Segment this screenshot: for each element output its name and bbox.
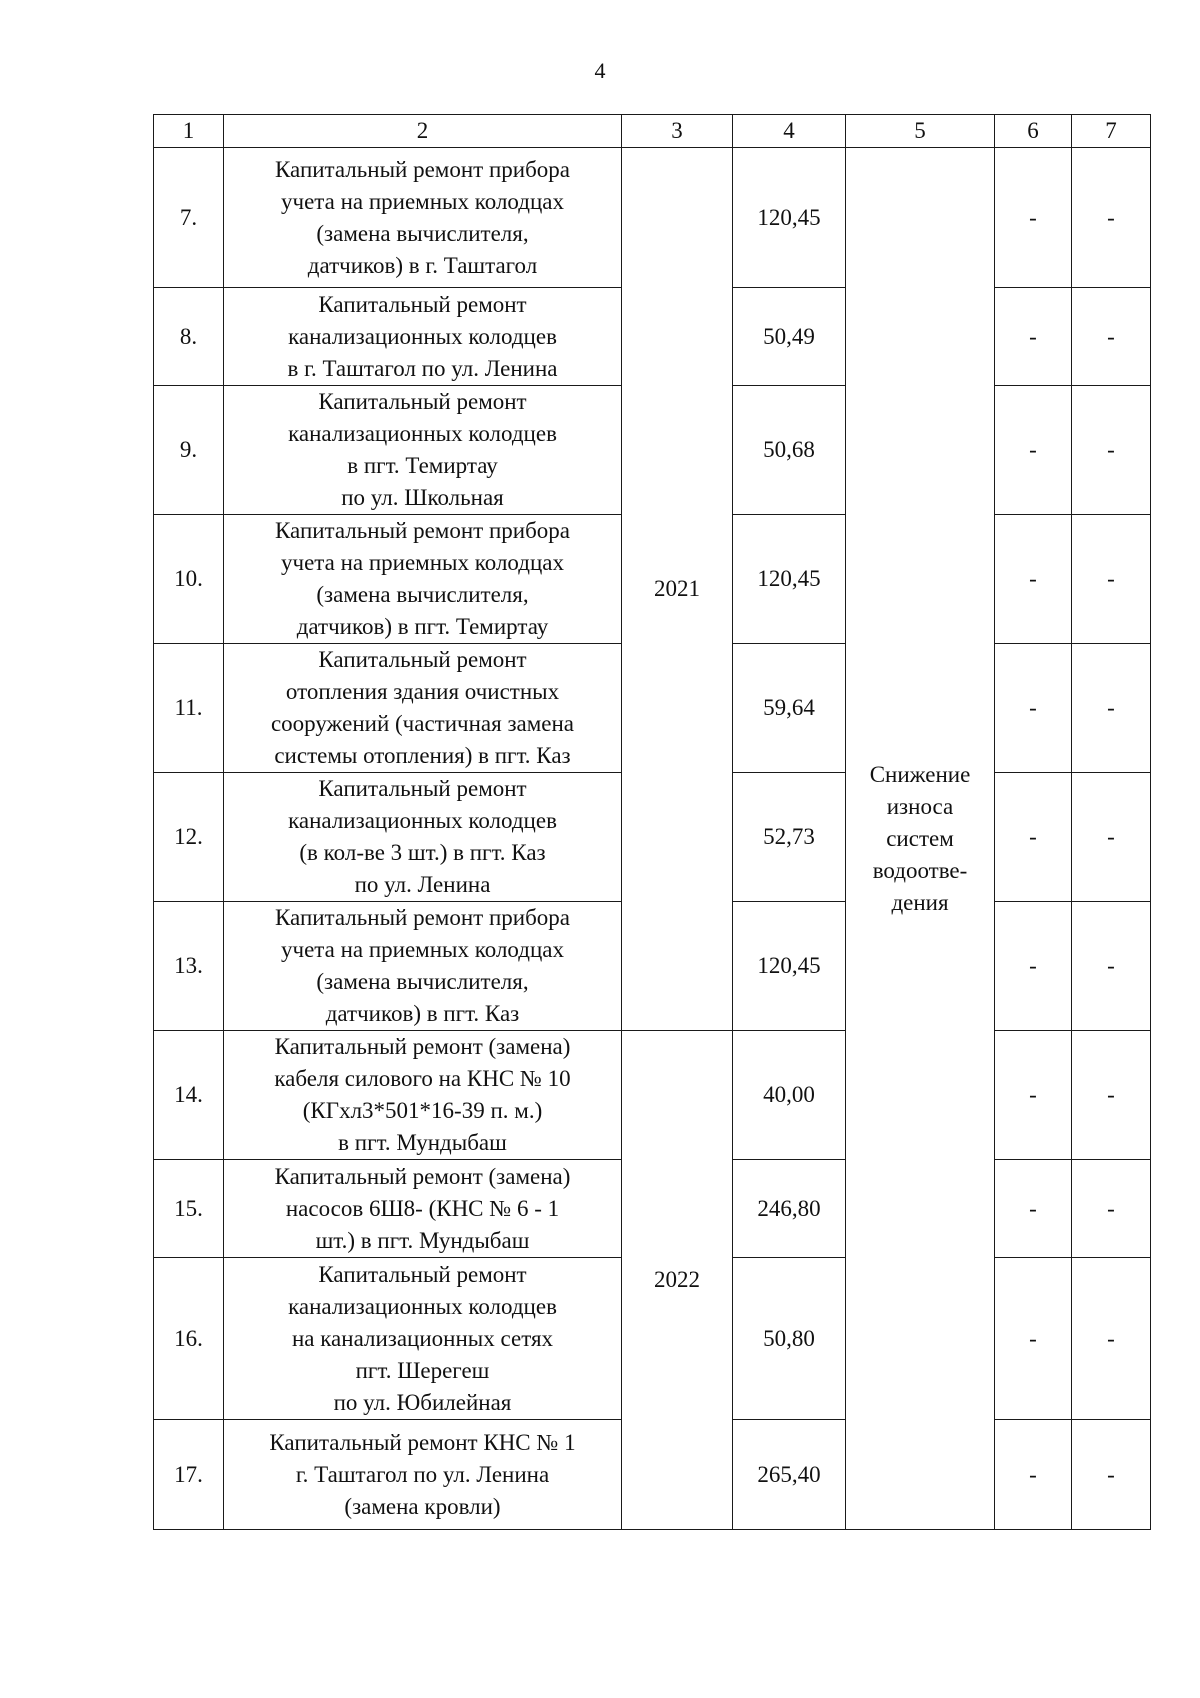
table-header-row [154, 115, 1151, 148]
amount-cell: 120,45 [733, 515, 846, 644]
amount-cell: 52,73 [733, 773, 846, 902]
amount-cell: 246,80 [733, 1160, 846, 1258]
col6-cell: - [995, 1420, 1072, 1530]
amount-cell: 59,64 [733, 644, 846, 773]
header-cell: 2 [224, 115, 622, 148]
description-line: Капитальный ремонт прибора [275, 905, 570, 930]
header-cell: 5 [846, 115, 995, 148]
col7-cell: - [1072, 515, 1151, 644]
description-line: по ул. Школьная [341, 485, 504, 510]
description-line: Капитальный ремонт КНС № 1 [269, 1429, 576, 1455]
year-cell-2022: 2022 [622, 1031, 733, 1530]
description-line: Капитальный ремонт прибора [275, 518, 570, 543]
row-number: 14. [154, 1031, 224, 1160]
col6-cell: - [995, 515, 1072, 644]
description-line: канализационных колодцев [288, 808, 557, 833]
description-line: (в кол-ве 3 шт.) в пгт. Каз [299, 840, 546, 865]
col7-cell: - [1072, 1420, 1151, 1530]
work-description [224, 288, 622, 386]
description-line: Капитальный ремонт (замена) [274, 1163, 571, 1189]
description-line: Капитальный ремонт (замена) [274, 1034, 571, 1059]
row-number: 12. [154, 773, 224, 902]
description-line: Капитальный ремонт [318, 291, 527, 317]
work-description [224, 515, 622, 644]
description-line: Капитальный ремонт [318, 647, 527, 672]
work-description [224, 644, 622, 773]
effect-cell [846, 148, 995, 1530]
work-description [224, 1160, 622, 1258]
effect-line: Снижение [869, 761, 971, 787]
description-line: датчиков) в пгт. Каз [325, 1001, 520, 1026]
description-line: учета на приемных колодцах [281, 188, 564, 214]
work-description [224, 1420, 622, 1530]
col6-cell: - [995, 773, 1072, 902]
col6-cell: - [995, 1160, 1072, 1258]
header-cell: 4 [733, 115, 846, 148]
amount-cell: 40,00 [733, 1031, 846, 1160]
col7-cell: - [1072, 1031, 1151, 1160]
description-line: (замена вычислителя, [316, 969, 529, 994]
work-description [224, 773, 622, 902]
description-line: шт.) в пгт. Мундыбаш [315, 1227, 530, 1253]
description-line: (замена кровли) [344, 1493, 501, 1519]
description-line: Капитальный ремонт [318, 776, 527, 801]
amount-cell: 50,49 [733, 288, 846, 386]
col7-cell: - [1072, 288, 1151, 386]
description-line: Капитальный ремонт [318, 1261, 527, 1287]
description-line: (замена вычислителя, [316, 220, 529, 246]
row-number: 7. [154, 148, 224, 288]
page-number: 4 [594, 58, 606, 83]
description-line: датчиков) в пгт. Темиртау [296, 614, 549, 639]
col7-cell: - [1072, 902, 1151, 1031]
col7-cell: - [1072, 644, 1151, 773]
amount-cell: 120,45 [733, 148, 846, 288]
work-description [224, 386, 622, 515]
row-number: 15. [154, 1160, 224, 1258]
col6-cell: - [995, 148, 1072, 288]
col7-cell: - [1072, 1160, 1151, 1258]
col6-cell: - [995, 288, 1072, 386]
header-cell: 6 [995, 115, 1072, 148]
effect-line: систем [886, 825, 954, 851]
col6-cell: - [995, 644, 1072, 773]
col6-cell: - [995, 1031, 1072, 1160]
table-row [154, 1031, 1151, 1160]
description-line: Капитальный ремонт прибора [275, 156, 570, 182]
description-line: сооружений (частичная замена [270, 711, 575, 736]
col7-cell: - [1072, 773, 1151, 902]
col7-cell: - [1072, 1258, 1151, 1420]
header-cell: 7 [1072, 115, 1151, 148]
work-description [224, 1258, 622, 1420]
description-line: учета на приемных колодцах [281, 550, 564, 575]
row-number: 17. [154, 1420, 224, 1530]
description-line: на канализационных сетях [291, 1325, 554, 1351]
work-description [224, 902, 622, 1031]
description-line: канализационных колодцев [288, 323, 557, 349]
col7-cell: - [1072, 386, 1151, 515]
amount-cell: 50,68 [733, 386, 846, 515]
description-line: в пгт. Мундыбаш [338, 1130, 507, 1155]
description-line: (замена вычислителя, [316, 582, 529, 607]
amount-cell: 120,45 [733, 902, 846, 1031]
year-cell-2021: 2021 [622, 148, 733, 1031]
description-line: по ул. Юбилейная [333, 1389, 512, 1415]
description-line: в пгт. Темиртау [347, 453, 498, 478]
header-cell: 1 [154, 115, 224, 148]
description-line: по ул. Ленина [354, 872, 491, 897]
col6-cell: - [995, 386, 1072, 515]
description-line: канализационных колодцев [288, 1293, 557, 1319]
effect-line: дения [891, 889, 949, 915]
row-number: 10. [154, 515, 224, 644]
description-line: Капитальный ремонт [318, 389, 527, 414]
work-description [224, 148, 622, 288]
work-plan-table [153, 114, 1151, 1530]
header-cell: 3 [622, 115, 733, 148]
description-line: (КГхл3*501*16-39 п. м.) [302, 1098, 543, 1123]
row-number: 11. [154, 644, 224, 773]
amount-cell: 50,80 [733, 1258, 846, 1420]
effect-line: водоотве- [872, 857, 968, 883]
col7-cell: - [1072, 148, 1151, 288]
row-number: 16. [154, 1258, 224, 1420]
col6-cell: - [995, 1258, 1072, 1420]
description-line: канализационных колодцев [288, 421, 557, 446]
description-line: пгт. Шерегеш [355, 1357, 490, 1383]
description-line: в г. Таштагол по ул. Ленина [287, 355, 558, 381]
work-description [224, 1031, 622, 1160]
description-line: датчиков) в г. Таштагол [307, 252, 538, 278]
amount-cell: 265,40 [733, 1420, 846, 1530]
row-number: 13. [154, 902, 224, 1031]
table-row [154, 148, 1151, 288]
effect-line: износа [886, 793, 954, 819]
row-number: 9. [154, 386, 224, 515]
description-line: учета на приемных колодцах [281, 937, 564, 962]
description-line: насосов 6Ш8- (КНС № 6 - 1 [285, 1195, 560, 1221]
description-line: кабеля силового на КНС № 10 [274, 1066, 571, 1091]
description-line: отопления здания очистных [285, 679, 560, 704]
row-number: 8. [154, 288, 224, 386]
col6-cell: - [995, 902, 1072, 1031]
description-line: системы отопления) в пгт. Каз [274, 743, 571, 768]
description-line: г. Таштагол по ул. Ленина [295, 1461, 550, 1487]
